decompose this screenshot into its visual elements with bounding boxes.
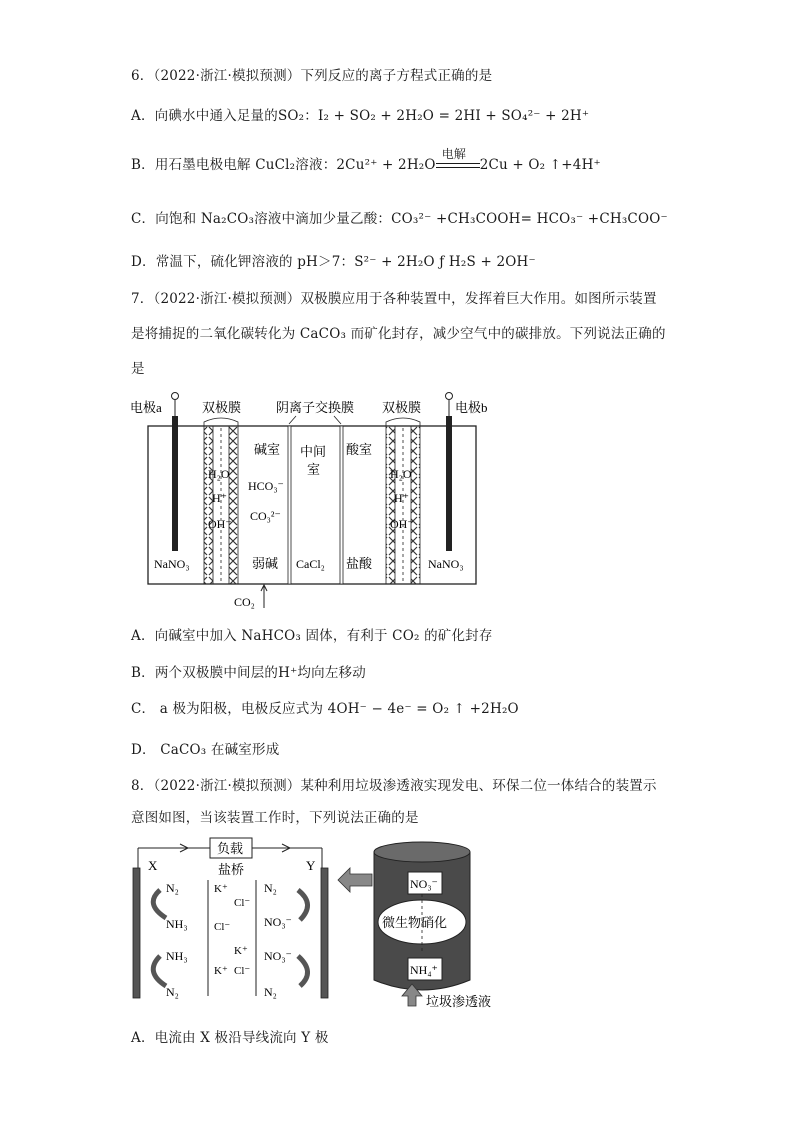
q8-microbe-label: 微生物硝化	[382, 915, 448, 930]
q6-option-a: A．向碘水中通入足量的SO₂：I₂ + SO₂ + 2H₂O = 2HI + SO₄²⁻ + 2H⁺	[131, 108, 590, 124]
acid-hcl: 盐酸	[346, 556, 373, 571]
electrode-a	[172, 416, 178, 551]
q8-right-no3-bottom: NO₃⁻	[264, 949, 292, 963]
bipolar-membrane-2-label: 双极膜	[382, 400, 422, 415]
q8-left-n2-top: N₂	[166, 881, 179, 895]
electrode-a-terminal	[172, 393, 179, 400]
q8-leachate-label: 垃圾渗透液	[426, 994, 492, 1009]
middle-room-label-1: 中间	[300, 444, 327, 459]
bipolar-membrane-1-right	[229, 426, 238, 584]
q8-no3-box-label: NO₃⁻	[410, 877, 438, 891]
q8-x-label: X	[148, 858, 158, 873]
left-solution: NaNO₃	[154, 557, 190, 571]
bipolar-2-water: H₂O	[390, 467, 412, 481]
anion-membrane-1	[288, 426, 291, 584]
q8-nh4-box-label: NH₄⁺	[410, 963, 438, 977]
q8-cl-ion-2: Cl⁻	[214, 921, 231, 933]
electrode-b-terminal	[446, 393, 453, 400]
q8-electrode-y	[321, 868, 328, 998]
electrode-b-label: 电极b	[455, 400, 488, 415]
alkali-hco3: HCO₃⁻	[248, 479, 284, 493]
acid-room-label: 酸室	[346, 442, 373, 457]
q8-option-a: A．电流由 X 极沿导线流向 Y 极	[131, 1030, 329, 1046]
bipolar-1-water: H₂O	[208, 467, 230, 481]
bipolar-membrane-1-label: 双极膜	[202, 400, 242, 415]
q8-stem-line1: 8．（2022·浙江·模拟预测）某种利用垃圾渗透液实现发电、环保二位一体结合的装置示	[131, 778, 657, 794]
middle-cacl2: CaCl₂	[296, 557, 325, 571]
bipolar-2-h-ion: H⁺	[394, 491, 409, 505]
q8-stem-line2: 意图如图，当该装置工作时，下列说法正确的是	[131, 810, 419, 826]
q8-right-curve-arrow-top-icon	[298, 890, 308, 920]
q7-option-c: C． a 极为阳极，电极反应式为 4OH⁻ − 4e⁻ = O₂ ↑ +2H₂O	[131, 701, 519, 717]
q8-arrow-to-y-icon	[338, 868, 372, 892]
q8-k-ion-3: K⁺	[214, 965, 228, 977]
q7-option-d: D． CaCO₃ 在碱室形成	[131, 742, 280, 758]
q8-left-curve-arrow-top-icon	[153, 890, 166, 918]
alkali-room-label: 碱室	[254, 442, 281, 457]
q8-cl-ion-1: Cl⁻	[234, 897, 251, 909]
q8-salt-bridge-label: 盐桥	[218, 862, 245, 877]
anion-membrane-label: 阴离子交换膜	[276, 400, 355, 415]
q7-electrolysis-diagram	[128, 386, 488, 611]
q8-right-no3-top: NO₃⁻	[264, 915, 292, 929]
q6-option-d: D．常温下，硫化钾溶液的 pH＞7：S²⁻ + 2H₂O ƒ H₂S + 2OH⁻	[131, 254, 536, 270]
electrode-b	[446, 416, 452, 551]
q7-stem-line2: 是将捕捉的二氧化碳转化为 CaCO₃ 而矿化封存，减少空气中的碳排放。下列说法正确的	[131, 326, 666, 342]
anion-membrane-pointer	[289, 416, 341, 424]
bipolar-1-h-ion: H⁺	[212, 491, 227, 505]
q6-option-b-right: 2Cu + O₂ ↑+4H⁺	[479, 157, 601, 173]
middle-room-label-2: 室	[307, 462, 321, 477]
q8-y-label: Y	[306, 858, 316, 873]
co2-label: CO₂	[234, 595, 255, 609]
q8-cylinder-top	[374, 842, 470, 862]
anion-membrane-2	[340, 426, 343, 584]
q8-fuel-cell-diagram	[126, 834, 526, 1020]
q6-stem: 6．（2022·浙江·模拟预测）下列反应的离子方程式正确的是	[131, 68, 493, 84]
q6-option-b-left: B．用石墨电极电解 CuCl₂溶液：2Cu²⁺ + 2H₂O	[131, 157, 436, 173]
right-solution: NaNO₃	[428, 557, 464, 571]
bipolar-membrane-1-left	[204, 426, 213, 584]
bipolar-membrane-1-brace	[204, 418, 238, 426]
q8-right-curve-arrow-bottom-icon	[298, 956, 308, 986]
q8-right-n2-bottom: N₂	[264, 985, 277, 999]
bipolar-2-oh-ion: OH⁻	[390, 517, 414, 531]
q6-option-c: C．向饱和 Na₂CO₃溶液中滴加少量乙酸：CO₃²⁻ +CH₃COOH= HCO₃⁻ +CH₃COO⁻	[131, 211, 668, 227]
q8-cl-ion-3: Cl⁻	[234, 965, 251, 977]
q8-right-n2-top: N₂	[264, 881, 277, 895]
q6-electrolysis-label: 电解	[441, 146, 467, 161]
equal-sign-icon	[436, 163, 480, 168]
bipolar-1-oh-ion: OH⁻	[208, 517, 232, 531]
alkali-co3: CO₃²⁻	[250, 509, 281, 523]
q7-option-a: A．向碱室中加入 NaHCO₃ 固体，有利于 CO₂ 的矿化封存	[131, 628, 493, 644]
alkali-weak-base: 弱碱	[252, 556, 279, 571]
q8-k-ion-1: K⁺	[214, 883, 228, 895]
q8-left-nh3-top: NH₃	[166, 917, 188, 931]
q8-load-label: 负载	[217, 841, 244, 856]
q6-option-b	[131, 146, 601, 173]
bipolar-membrane-2-left	[386, 426, 395, 584]
q7-stem-line3: 是	[131, 361, 145, 377]
bipolar-membrane-2-brace	[386, 418, 420, 426]
q8-left-curve-arrow-bottom-icon	[153, 956, 166, 986]
q8-k-ion-2: K⁺	[234, 945, 248, 957]
q8-electrode-x	[133, 868, 140, 998]
q7-stem-line1: 7．（2022·浙江·模拟预测）双极膜应用于各种装置中，发挥着巨大作用。如图所示装置	[131, 291, 657, 307]
electrode-a-label: 电极a	[130, 400, 162, 415]
q7-option-b: B．两个双极膜中间层的H⁺均向左移动	[131, 665, 366, 681]
bipolar-membrane-2-right	[411, 426, 420, 584]
q6-option-b-arrow	[436, 146, 480, 173]
q8-left-nh3-bottom: NH₃	[166, 949, 188, 963]
q8-left-n2-bottom: N₂	[166, 985, 179, 999]
